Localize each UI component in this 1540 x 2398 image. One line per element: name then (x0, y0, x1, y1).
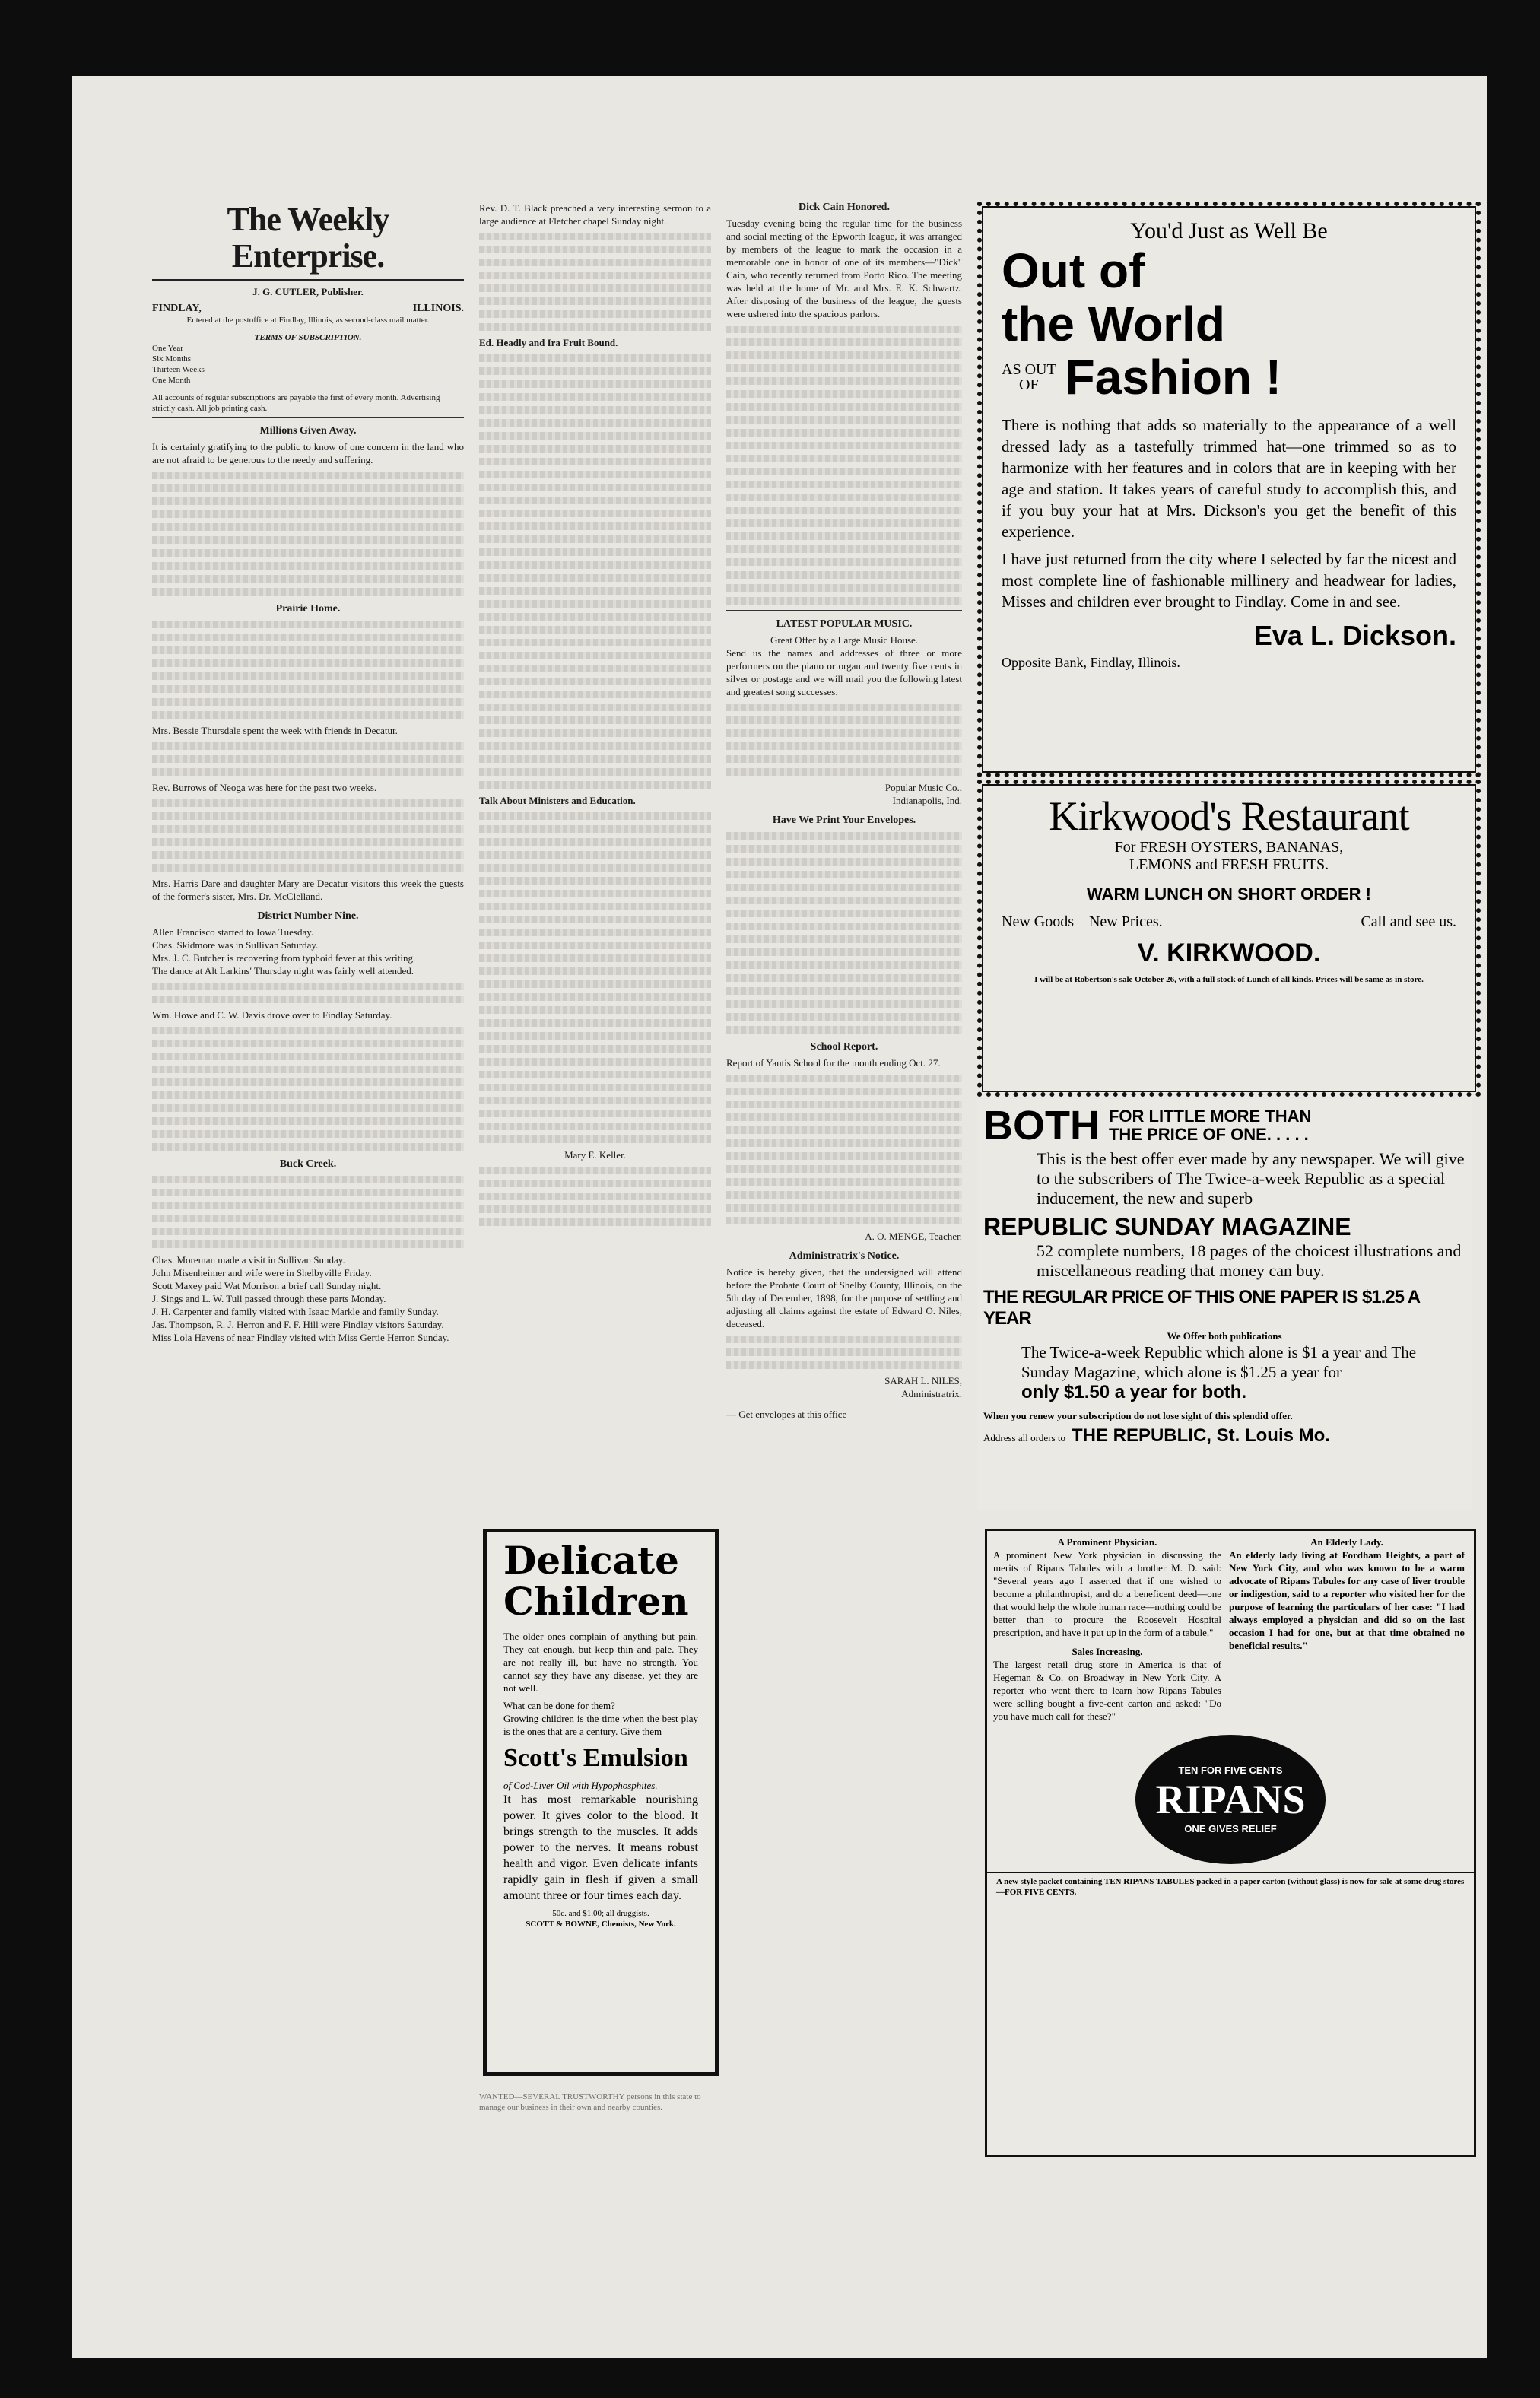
article-school: Report of Yantis School for the month ending Oct. 27. (726, 1057, 941, 1069)
headline-millions: Millions Given Away. (259, 425, 357, 437)
music-signature-2: Indianapolis, Ind. (892, 795, 962, 806)
term-item: Six Months (152, 354, 192, 364)
district-item: Mrs. J. C. Butcher is recovering from typhoid fever at this writing. (152, 952, 416, 964)
kirkwood-note: I will be at Robertson's sale October 26, with a full stock of Lunch of all kinds. Prices will be same as in store. (1034, 975, 1424, 984)
masthead: The Weekly Enterprise. (227, 201, 389, 275)
buck-item: J. Sings and L. W. Tull passed through these parts Monday. (152, 1293, 386, 1304)
dickson-line2: Out of (1002, 243, 1145, 298)
column-news (726, 202, 962, 1421)
ripans-logo-main: RIPANS (1155, 1777, 1306, 1822)
republic-address-label: Address all orders to (983, 1432, 1065, 1444)
faded-text (479, 233, 711, 331)
article-prairie-2: Rev. Burrows of Neoga was here for the past two weeks. (152, 782, 377, 793)
scotts-body: It has most remarkable nourishing power. It gives color to the blood. It brings strength to the muscles. It adds power to the nerves. It means robust health and vigor. Even delicate infants rapidly gain in flesh if given a small amount three or four times each day. (503, 1793, 698, 1902)
kirkwood-title: Kirkwood's Restaurant (1049, 793, 1409, 839)
ripans-left-body: A prominent New York physician in discussing the merits of Ripans Tabules with a brother M. D. said: "Several years ago I asserted that if one wished to become a philanthropist, and do a beneficent deed—one that would help the whole human race—nothing could be better than to procure the Roosevelt Hospital prescription, and have it put up in the form of a tabule." (993, 1549, 1221, 1638)
article-talk: Talk About Ministers and Education. (479, 795, 636, 806)
column-local-news (479, 202, 711, 1231)
kirkwood-goods-row (1002, 913, 1456, 931)
school-signature: A. O. MENGE, Teacher. (865, 1231, 962, 1242)
buck-item: Scott Maxey paid Wat Morrison a brief call Sunday night. (152, 1280, 382, 1291)
republic-regular: THE REGULAR PRICE OF THIS ONE PAPER IS $1.25 A YEAR (983, 1287, 1420, 1329)
dickson-fashion: Fashion ! (1065, 350, 1282, 405)
headline-buck-creek: Buck Creek. (279, 1158, 337, 1170)
ripans-logo (1135, 1735, 1326, 1864)
dickson-body-1: There is nothing that adds so materially to the appearance of a well dressed lady as a tastefully trimmed hat—one trimmed so as to harmonize with her features and in colors that are in keeping with her age and station. It takes years of careful study to accomplish this, and if you buy your hat at Mrs. Dickson's you get the benefit of this experience. (1002, 416, 1456, 541)
article-admin: Notice is hereby given, that the undersigned will attend before the Probate Court of Shelby County, Illinois, on the 5th day of December, 1898, for the purpose of settling and adjusting all claims against the estate of Edward O. Niles, deceased. (726, 1266, 962, 1329)
ad-kirkwood-restaurant (977, 780, 1481, 1097)
delicate-body: The older ones complain of anything but pain. They eat enough, but keep thin and pale. They are not really ill, but have no strength. You cannot say they have any disease, yet they are not well. (503, 1631, 698, 1694)
kirkwood-name: V. KIRKWOOD. (1137, 939, 1321, 967)
of-text: OF (1019, 376, 1039, 393)
kirkwood-sub2: LEMONS and FRESH FRUITS. (1129, 856, 1329, 873)
article-millions: It is certainly gratifying to the public to know of one concern in the land who are not afraid to be generous to the needy and suffering. (152, 441, 464, 465)
faded-text (726, 1336, 962, 1369)
ripans-right-headline: An Elderly Lady. (1310, 1536, 1383, 1548)
signature-mary: Mary E. Keller. (564, 1149, 626, 1161)
headline-music: LATEST POPULAR MUSIC. (776, 618, 913, 630)
term-item: Thirteen Weeks (152, 365, 205, 374)
place-left: FINDLAY, (152, 303, 202, 314)
faded-text (152, 1027, 464, 1151)
envelopes-line: — Get envelopes at this office (726, 1409, 847, 1420)
delicate-body-2: Growing children is the time when the best play is the ones that are a century. Give them (503, 1713, 698, 1737)
terms-note: All accounts of regular subscriptions are payable the first of every month. Advertising strictly cash. All job printing cash. (152, 393, 440, 413)
ad-ripans-tabules (985, 1529, 1476, 2157)
headline-district: District Number Nine. (257, 910, 359, 922)
buck-item: Jas. Thompson, R. J. Herron and F. F. Hill were Findlay visitors Saturday. (152, 1319, 444, 1330)
ad-scotts-emulsion (483, 1529, 719, 2076)
republic-both: BOTH (983, 1103, 1100, 1148)
district-item: Allen Francisco started to Iowa Tuesday. (152, 926, 314, 938)
scotts-firm: SCOTT & BOWNE, Chemists, New York. (526, 1920, 676, 1929)
article-black: Rev. D. T. Black preached a very interesting sermon to a large audience at Fletcher chapel Sunday night. (479, 202, 711, 227)
kirkwood-sub1: For FRESH OYSTERS, BANANAS, (1114, 839, 1344, 856)
delicate-title: Delicate Children (503, 1538, 689, 1624)
headline-prairie: Prairie Home. (275, 603, 341, 615)
headline-envelopes: Have We Print Your Envelopes. (772, 815, 916, 826)
admin-signature-2: Administratrix. (901, 1388, 962, 1399)
ad-republic (977, 1099, 1472, 1510)
republic-magazine: REPUBLIC SUNDAY MAGAZINE (983, 1213, 1351, 1240)
republic-both-sub1: FOR LITTLE MORE THAN (1108, 1107, 1312, 1126)
scotts-subtitle: of Cod-Liver Oil with Hypophosphites. (503, 1780, 658, 1791)
republic-we-offer: We Offer both publications (1167, 1330, 1282, 1342)
scotts-emulsion-title: Scott's Emulsion (503, 1744, 688, 1772)
ripans-footer: A new style packet containing TEN RIPANS TABULES packed in a paper carton (without glass) is now for sale at some drug stores—FOR FIVE CENTS. (987, 1872, 1474, 1901)
faded-text (479, 354, 711, 789)
district-item: Wm. Howe and C. W. Davis drove over to Findlay Saturday. (152, 1009, 392, 1021)
dickson-body-2: I have just returned from the city where I selected by far the nicest and most complete line of fashionable millinery and headwear for ladies, Misses and children ever brought to Findlay. Come in and see. (1002, 550, 1456, 611)
faded-text (726, 326, 962, 605)
kirkwood-goods: New Goods—New Prices. (1002, 913, 1163, 930)
republic-renew: When you renew your subscription do not lose sight of this splendid offer. (983, 1410, 1293, 1421)
term-item: One Month (152, 376, 191, 385)
faded-text (152, 742, 464, 776)
ripans-sales-body: The largest retail drug store in America is that of Hegeman & Co. on Broadway in New York City. A reporter who went there to learn how Ripans Tabules were selling bought a five-cent carton and asked: "Do you have much call for these?" (993, 1659, 1221, 1722)
faded-text (726, 1075, 962, 1224)
district-item: Chas. Skidmore was in Sullivan Saturday. (152, 939, 319, 951)
scotts-price: 50c. and $1.00; all druggists. (552, 1909, 649, 1918)
republic-both-sub2: THE PRICE OF ONE. . . . . (1108, 1125, 1309, 1144)
as-out-text: AS OUT (1002, 361, 1056, 378)
republic-body: This is the best offer ever made by any newspaper. We will give to the subscribers of The Twice-a-week Republic as a special inducement, the new and superb (1037, 1149, 1465, 1208)
faded-text (152, 621, 464, 719)
buck-item: John Misenheimer and wife were in Shelbyville Friday. (152, 1267, 372, 1278)
district-item: The dance at Alt Larkins' Thursday night was fairly well attended. (152, 965, 414, 977)
delicate-question: What can be done for them? (503, 1700, 615, 1711)
faded-text (152, 799, 464, 872)
ripans-left-headline: A Prominent Physician. (1057, 1536, 1157, 1548)
entered-note: Entered at the postoffice at Findlay, Illinois, as second-class mail matter. (186, 316, 430, 325)
dickson-name: Eva L. Dickson. (1253, 620, 1456, 651)
faded-text (726, 704, 962, 776)
music-subhead: Great Offer by a Large Music House. (770, 634, 919, 646)
ripans-sales-headline: Sales Increasing. (1072, 1646, 1143, 1657)
faded-text (479, 1167, 711, 1226)
kirkwood-lunch: WARM LUNCH ON SHORT ORDER ! (1087, 885, 1371, 904)
kirkwood-call: Call and see us. (1361, 913, 1456, 930)
column-masthead (152, 202, 464, 1344)
music-signature-1: Popular Music Co., (884, 782, 962, 793)
republic-mag-body: 52 complete numbers, 18 pages of the choicest illustrations and miscellaneous reading that money can buy. (1037, 1241, 1462, 1280)
buck-item: J. H. Carpenter and family visited with Isaac Markle and family Sunday. (152, 1306, 439, 1317)
article-headly: Ed. Headly and Ira Fruit Bound. (479, 337, 618, 348)
as-out-of (1002, 362, 1056, 392)
place-right: ILLINOIS. (412, 303, 464, 314)
dickson-line1: You'd Just as Well Be (1130, 218, 1328, 243)
wanted-ad (479, 2092, 711, 2113)
terms-list (152, 343, 464, 386)
republic-address: THE REPUBLIC, St. Louis Mo. (1071, 1425, 1330, 1446)
publisher-line: J. G. CUTLER, Publisher. (252, 286, 364, 297)
article-dick-cain: Tuesday evening being the regular time for the business and social meeting of the Epworth league, it was arranged by members of the league to mark the occasion in a memorable one in honor of one of its members—"Dick" Cain, who recently returned from Porto Rico. The meeting was held at the home of Mr. and Mrs. E. K. Schwartz. After disposing of the business of the league, the guests were ushered into the spacious parlors. (726, 218, 962, 319)
faded-text (479, 812, 711, 1143)
place-line (152, 303, 464, 315)
buck-item: Miss Lola Havens of near Findlay visited with Miss Gertie Herron Sunday. (152, 1332, 449, 1343)
ripans-logo-bottom: ONE GIVES RELIEF (1184, 1823, 1277, 1834)
faded-text (152, 983, 464, 1003)
republic-offer-body: The Twice-a-week Republic which alone is $1 a year and The Sunday Magazine, which alone is $1.25 a year for (1021, 1343, 1417, 1381)
ripans-right-body: An elderly lady living at Fordham Heights, a part of New York City, and who was known to be a warm advocate of Ripans Tabules for any case of liver trouble or indigestion, said to a reporter who visited her for the purpose of learning the particulars of her case: "I had always employed a physician and did so on the last occasion I had for one, but at that time obtained no beneficial results." (1229, 1549, 1465, 1651)
wanted-text: WANTED—SEVERAL TRUSTWORTHY persons in this state to manage our business in their own and nearby counties. (479, 2092, 701, 2112)
article-music: Send us the names and addresses of three or more performers on the piano or organ and twenty five cents in silver or postage and we will mail you the following latest and greatest song successes. (726, 647, 962, 697)
headline-dick-cain: Dick Cain Honored. (799, 202, 890, 213)
admin-signature-1: SARAH L. NILES, (884, 1375, 962, 1386)
headline-admin: Administratrix's Notice. (789, 1250, 900, 1262)
faded-text (152, 1176, 464, 1248)
terms-title: TERMS OF SUBSCRIPTION. (254, 333, 362, 342)
republic-offer-price: only $1.50 a year for both. (1021, 1382, 1247, 1402)
ripans-logo-top: TEN FOR FIVE CENTS (1178, 1764, 1283, 1776)
buck-item: Chas. Moreman made a visit in Sullivan Sunday. (152, 1254, 345, 1266)
ad-dickson-millinery (977, 202, 1481, 777)
article-prairie: Mrs. Bessie Thursdale spent the week with friends in Decatur. (152, 725, 398, 736)
dickson-line3: the World (1002, 297, 1225, 351)
term-item: One Year (152, 344, 183, 353)
faded-text (152, 472, 464, 596)
dickson-address: Opposite Bank, Findlay, Illinois. (1002, 655, 1180, 670)
article-prairie-3: Mrs. Harris Dare and daughter Mary are Decatur visitors this week the guests of the former's sister, Mrs. Dr. McClelland. (152, 878, 464, 902)
headline-school: School Report. (810, 1041, 878, 1053)
faded-text (726, 832, 962, 1034)
